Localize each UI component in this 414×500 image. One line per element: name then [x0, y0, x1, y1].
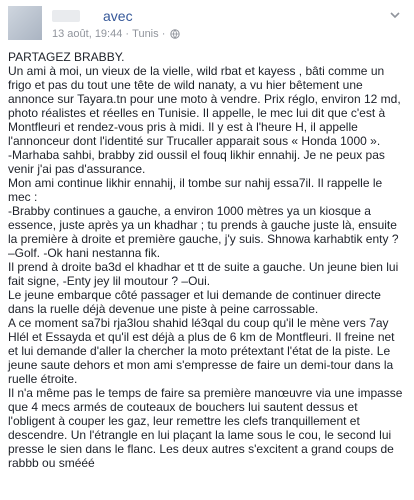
post-paragraph: -Marhaba sahbi, brabby zid oussil el fouq likhir ennahij. Je ne peux pas venir j'ai pas d'assurance.	[8, 148, 385, 176]
globe-icon[interactable]	[170, 29, 180, 39]
post-paragraph: Il n'a même pas le temps de faire sa première manœuvre via une impasse que 4 mecs armés de couteaux de bouchers lui sautent dessus et l'obligent à couper les gaz, leur remettre les clefs tranquillement et descendre. Un l'étrangle en lui plaçant la lame sous le cou, le second lui presse le sien dans le flanc. Les deux autres s'excitent a grand coups de rabbb ou smééé	[8, 386, 403, 470]
post-body	[8, 50, 406, 470]
post-paragraph: Il prend à droite ba3d el khadhar et tt de suite a gauche. Un jeune bien lui fait signe, -Enty jey lil moutour ? –Oui.	[8, 260, 399, 288]
avatar[interactable]	[8, 6, 42, 40]
with-label: avec	[103, 8, 133, 24]
post-paragraph: -Brabby continues a gauche, a environ 1000 mètres ya un kiosque a essence, juste après ya un khadhar ; tu prends à gauche juste là, ensuite la première à droite et première gauche, j'y suis. Shnowa karhabtik enty ? –Golf. -Ok hani nestanna fik.	[8, 204, 399, 260]
post-paragraph: Le jeune embarque côté passager et lui demande de continuer directe dans la ruelle déjà devenue une piste à peine carrossable.	[8, 288, 381, 316]
post-header	[8, 6, 406, 44]
chevron-down-icon[interactable]	[388, 8, 402, 22]
location[interactable]: Tunis	[132, 28, 159, 41]
author-name-redacted[interactable]	[52, 10, 80, 22]
post-paragraph: Un ami à moi, un vieux de la vielle, wild rbat et kayess , bâti comme un frigo et pas du tout une tête de wild nanaty, a vu hier bêtement une annonce sur Tayara.tn pour une moto à vendre. Prix réglo, environ 12 md, photo réalistes et réelles en Tunisie. Il appelle, le mec lui dit que c'est à Montfleuri et rendez-vous pris à midi. Il y est à l'heure H, il appelle l'annonceur dont l'identité sur Trucaller apparait sous « Honda 1000 ».	[8, 64, 401, 148]
meta-separator-2: ·	[161, 28, 166, 41]
meta-separator: ·	[125, 28, 130, 41]
post-paragraph: PARTAGEZ BRABBY.	[8, 50, 125, 64]
post-paragraph: A ce moment sa7bi rja3lou shahid lé3qal du coup qu'il le mène vers 7ay Hlél et Essayda et qu'il est déjà a plus de 6 km de Montfleuri. Il freine net et lui demande d'aller la chercher la moto prétextant l'état de la piste. Le jeune saute dehors et mon ami s'empresse de faire un demi-tour dans la ruelle étroite.	[8, 316, 395, 386]
post-meta	[52, 28, 180, 40]
timestamp[interactable]: 13 août, 19:44	[52, 28, 123, 41]
post-paragraph: Mon ami continue likhir ennahij, il tombe sur nahij essa7il. Il rappelle le mec :	[8, 176, 383, 204]
